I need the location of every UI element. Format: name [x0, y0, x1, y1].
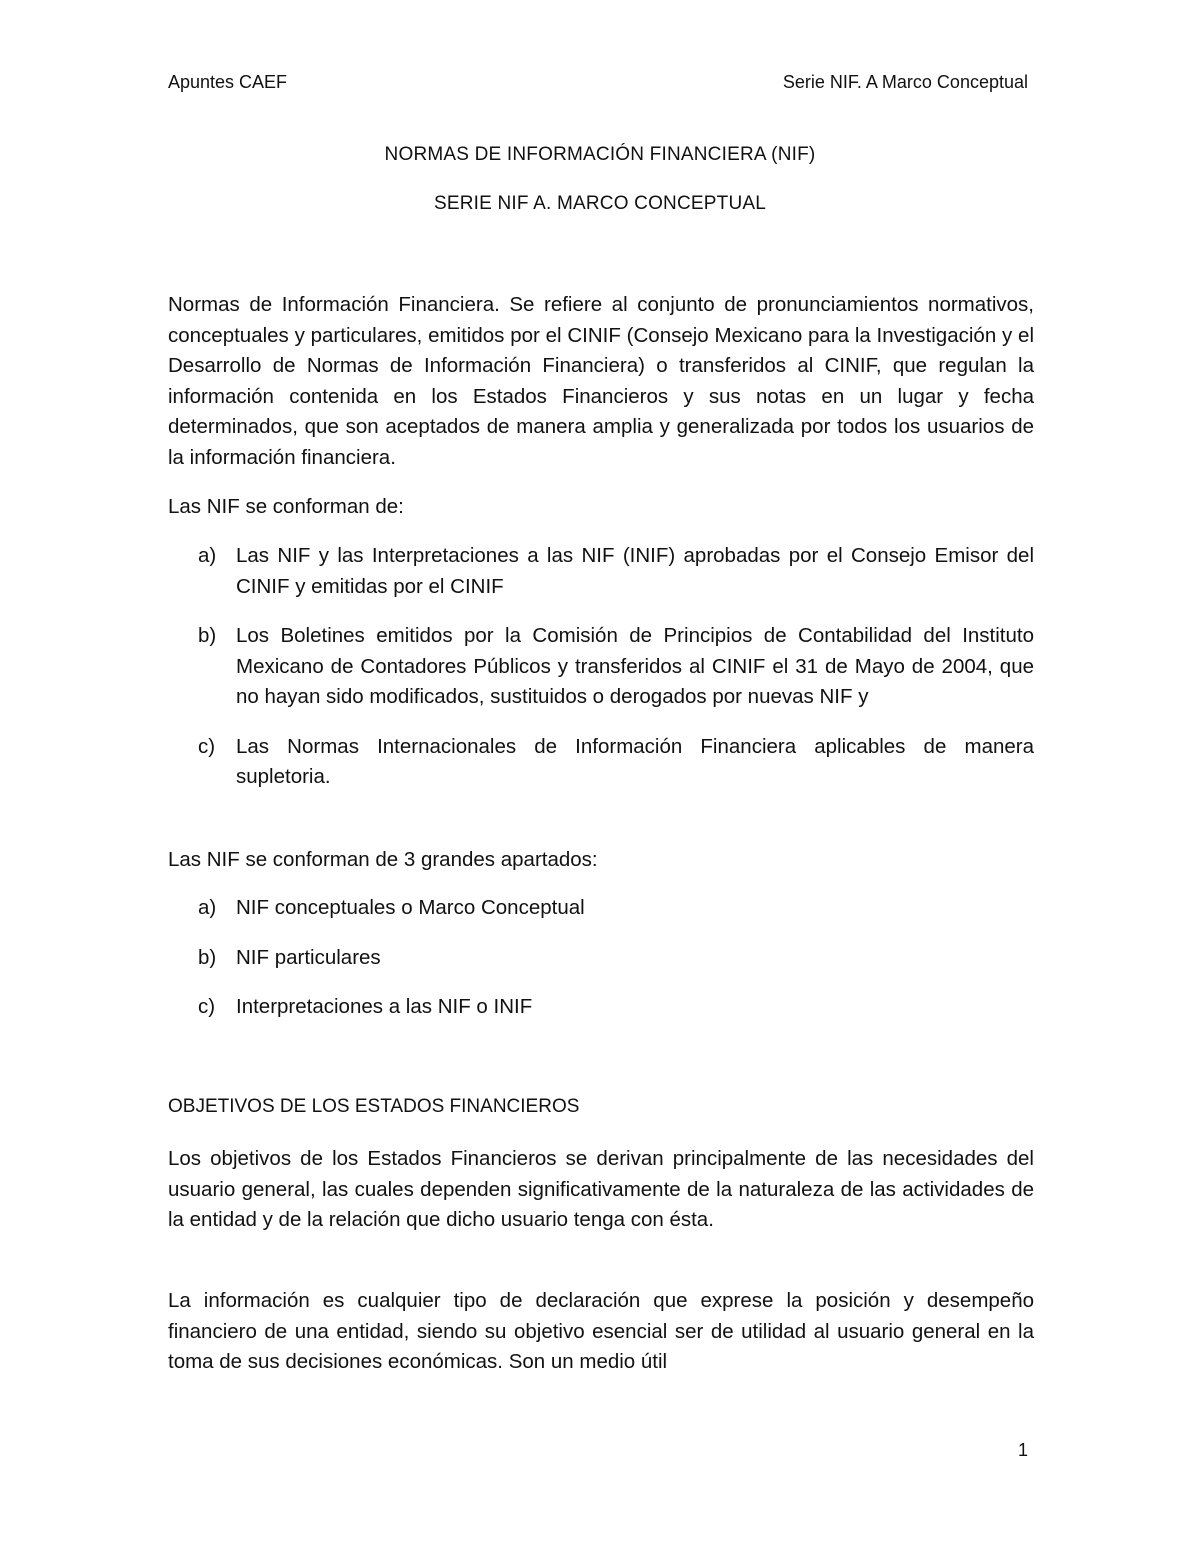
- list-item-text: NIF conceptuales o Marco Conceptual: [236, 896, 585, 919]
- list-item-text: Las Normas Internacionales de Información Financiera aplicables de manera supletoria.: [236, 734, 1034, 788]
- list-item-text: Interpretaciones a las NIF o INIF: [236, 995, 533, 1018]
- conforman-intro: [168, 492, 1034, 523]
- header-left-text: Apuntes CAEF: [168, 72, 288, 92]
- list-marker: a): [198, 544, 217, 567]
- list-item: [198, 992, 1034, 1023]
- list-marker: b): [198, 945, 217, 969]
- list-item-text: NIF particulares: [236, 945, 381, 969]
- informacion-paragraph: [168, 1286, 1034, 1378]
- apartados-list: [198, 893, 1034, 1023]
- list-marker: c): [198, 734, 216, 758]
- section-heading: OBJETIVOS DE LOS ESTADOS FINANCIEROS: [168, 1096, 580, 1117]
- running-header: [168, 72, 1028, 93]
- list-item-text: Las NIF y las Interpretaciones a las NIF (INIF) aprobadas por el Consejo Emisor del CINIF y emitidas por el CINIF: [236, 544, 1034, 598]
- document-subtitle: SERIE NIF A. MARCO CONCEPTUAL: [433, 193, 767, 214]
- list-item: [198, 621, 1034, 713]
- list-item: [198, 943, 1034, 974]
- list-marker: b): [198, 624, 217, 647]
- list-item: [198, 541, 1034, 602]
- apartados-intro-text: Las NIF se conforman de 3 grandes apartados:: [168, 848, 598, 871]
- conforman-intro-text: Las NIF se conforman de:: [168, 495, 404, 518]
- header-right-text: Serie NIF. A Marco Conceptual: [782, 72, 1028, 92]
- informacion-paragraph-text: La información es cualquier tipo de declaración que exprese la posición y desempeño financiero de una entidad, siendo su objetivo esencial ser de utilidad al usuario general en la toma de sus decisiones económicas. Son un medio útil: [168, 1289, 1034, 1373]
- document-title: NORMAS DE INFORMACIÓN FINANCIERA (NIF): [384, 144, 816, 165]
- page-number: 1: [1018, 1440, 1029, 1460]
- objetivos-paragraph: [168, 1144, 1034, 1236]
- intro-paragraph: [168, 290, 1034, 473]
- list-item: [198, 893, 1034, 924]
- list-item-text: Los Boletines emitidos por la Comisión de Principios de Contabilidad del Instituto Mexicano de Contadores Públicos y transferidos al CINIF el 31 de Mayo de 2004, que no hayan sido modificados, sustituidos o derogados por nuevas NIF y: [236, 624, 1034, 708]
- list-marker: a): [198, 896, 217, 919]
- list-marker: c): [198, 995, 216, 1018]
- intro-paragraph-text: Normas de Información Financiera. Se refiere al conjunto de pronunciamientos normativos, conceptuales y particulares, emitidos por el CINIF (Consejo Mexicano para la Investigación y el Desarrollo de Normas de Información Financiera) o transferidos al CINIF, que regulan la información contenida en los Estados Financieros y sus notas en un lugar y fecha determinados, que son aceptados de manera amplia y generalizada por todos los usuarios de la información financiera.: [168, 293, 1034, 469]
- objetivos-paragraph-text: Los objetivos de los Estados Financieros se derivan principalmente de las necesidades del usuario general, las cuales dependen significativamente de la naturaleza de las actividades de la entidad y de la relación que dicho usuario tenga con ésta.: [168, 1147, 1034, 1231]
- apartados-intro: [168, 845, 1034, 876]
- conforman-list: [198, 541, 1034, 793]
- list-item: [198, 732, 1034, 793]
